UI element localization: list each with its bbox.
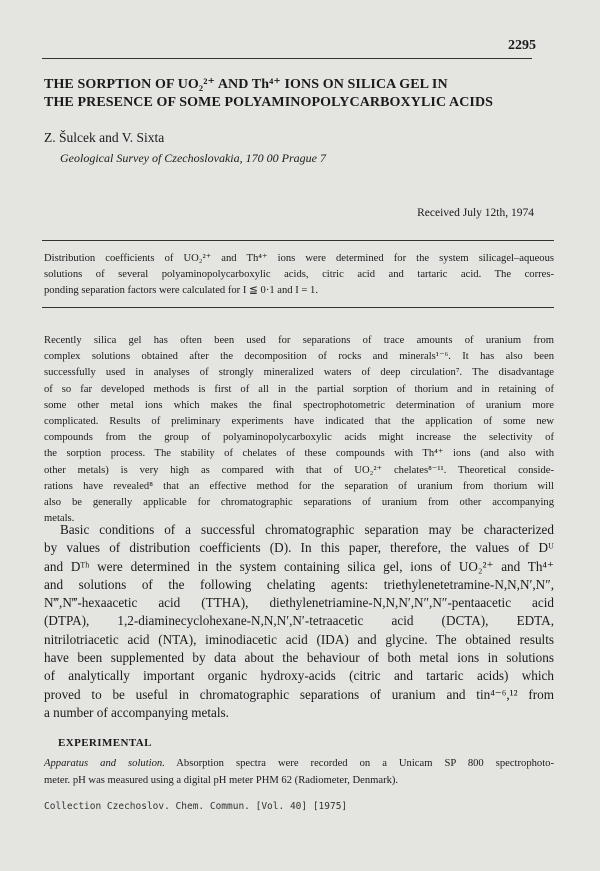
abstract-rule-bottom [42,307,554,308]
paragraph-line: also be generally applicable for chromatographic separations of uranium from other accompanying [44,497,554,509]
paragraph-line: of so far developed methods is first of all in the partial sorption of thorium and in retaining of [44,383,554,395]
paragraph-line: and Dᵀʰ were determined in the system containing silica gel, ions of UO₂²⁺ and Th⁴⁺ [44,558,554,574]
abstract-line: solutions of several polyaminopolycarboxylic acids, citric acid and tartaric acid. The corres- [44,269,554,280]
introduction-paragraph [44,333,554,527]
paragraph-line: Recently silica gel has often been used for separations of trace amounts of uranium from [44,335,554,346]
paragraph-line: some other metal ions which makes the final spectrophotometric determination of uranium more [44,399,554,411]
paragraph-line: Basic conditions of a successful chromatographic separation may be characterized [60,522,554,537]
abstract-line: ponding separation factors were calculated for I ≦ 0·1 and I = 1. [44,285,318,296]
paragraph-line: and solutions of the following chelating agents: triethylenetetramine-N,N,N′,N″, [44,576,554,592]
authors: Z. Šulcek and V. Sixta [44,130,165,145]
paragraph-line: complex solutions obtained after the decomposition of rocks and minerals¹⁻⁶. It has also been [44,351,554,363]
methods-lead: Apparatus and solution. [44,758,165,769]
methods-paragraph [44,756,554,789]
paragraph-line: by values of distribution coefficients (D). In this paper, therefore, the values of Dᵁ [44,540,554,556]
abstract-line: Distribution coefficients of UO₂²⁺ and Th⁴⁺ ions were determined for the system silicagel–aqueous [44,253,554,264]
header-rule [42,58,532,59]
journal-citation-footer: Collection Czechoslov. Chem. Commun. [Vol. 40] [1975] [44,801,348,812]
paragraph-line: successfully used in analyses of strongly mineralized waters of deep circulation⁷. The disadvantage [44,367,554,379]
paragraph-line: compounds from the group of polyaminopolycarboxylic acids might increase the selectivity of [44,432,554,444]
page-number: 2295 [508,38,536,53]
paragraph-line: rations have revealed⁸ that an effective method for the separation of uranium from thorium will [44,480,554,492]
paragraph-line: have been supplemented by data about the behaviour of both metal ions in solutions [44,650,554,666]
paragraph-line: metals. [44,513,75,525]
title-line-2: THE PRESENCE OF SOME POLYAMINOPOLYCARBOXYLIC ACIDS [44,95,494,110]
paragraph-line: nitrilotriacetic acid (NTA), iminodiacetic acid (IDA) and glycine. The obtained results [44,631,554,647]
methods-line-1-text: Absorption spectra were recorded on a Unicam SP 800 spectrophoto- [164,758,554,769]
methods-line-2: meter. pH was measured using a digital pH meter PHM 62 (Radiometer, Denmark). [44,774,399,786]
affiliation: Geological Survey of Czechoslovakia, 170 00 Prague 7 [60,151,326,165]
paragraph-line: proved to be useful in chromatographic separations of uranium and tin⁴⁻⁶,¹² from [44,686,554,702]
paragraph-line: a number of accompanying metals. [44,704,229,720]
methods-line-1 [44,756,554,773]
section-heading-experimental: EXPERIMENTAL [58,737,152,749]
title-line-1: THE SORPTION OF UO₂²⁺ AND Th⁴⁺ IONS ON SILICA GEL IN [44,77,448,92]
article-title [44,76,554,112]
paragraph-line: the sorption process. The stability of chelates of these compounds with Th⁴⁺ ions (and also with [44,448,554,460]
paragraph-line: (DTPA), 1,2-diaminecyclohexane-N,N,N′,N′-tetraacetic acid (DCTA), EDTA, [44,613,554,629]
received-date: Received July 12th, 1974 [417,207,534,219]
paragraph-line: of analytically important organic hydroxy-acids (citric and tartaric acids) which [44,668,554,684]
paragraph-line: N‴,N‴-hexaacetic acid (TTHA), diethylenetriamine-N,N,N′,N″,N″-pentaacetic acid [44,595,554,611]
main-paragraph [44,521,554,722]
abstract [44,251,554,299]
paragraph-line: complicated. Results of preliminary experiments have indicated that the application of some new [44,416,554,428]
abstract-rule-top [42,240,554,241]
paragraph-line: other metals) is very high as compared with that of UO₂²⁺ chelates⁸⁻¹¹. Theoretical conside- [44,464,554,476]
